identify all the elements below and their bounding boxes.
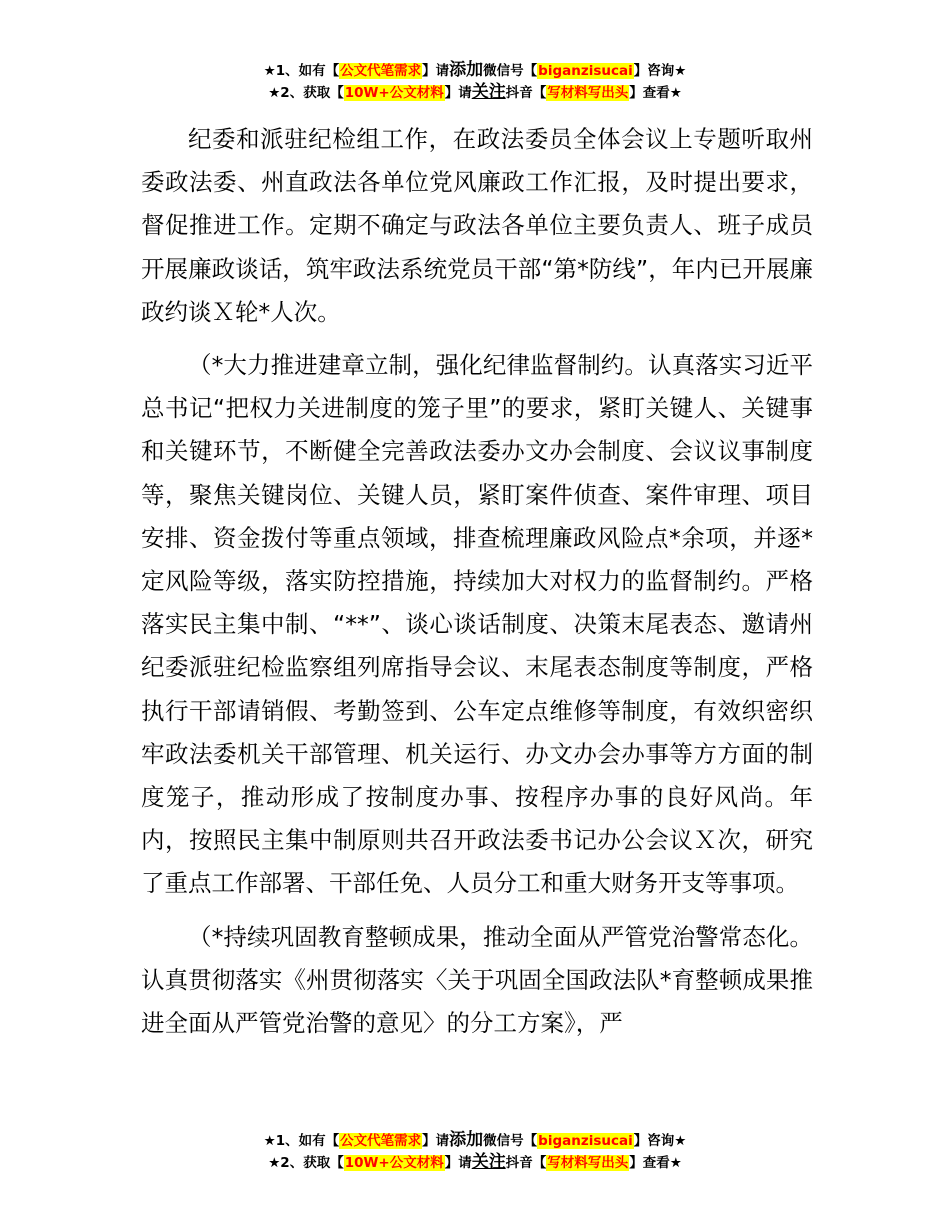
paragraph: （*大力推进建章立制，强化纪律监督制约。认真落实习近平总书记“把权力关进制度的笼子里”的要求，紧盯关键人、关键事和关键环节，不断健全完善政法委办文办会制度、会议议事制度等，聚焦关键岗位、关键人员，紧盯案件侦查、案件审理、项目安排、资金拨付等重点领域，排查梳理廉政风险点*余项，并逐*定风险等级，落实防控措施，持续加大对权力的监督制约。严格落实民主集中制、“**”、谈心谈话制度、决策末尾表态、邀请州纪委派驻纪检监察组列席指导会议、末尾表态制度等制度，严格执行干部请销假、考勤签到、公车定点维修等制度，有效织密织牢政法委机关干部管理、机关运行、办文办会办事等方方面的制度笼子，推动形成了按制度办事、按程序办事的良好风尚。年内，按照民主集中制原则共召开政法委书记办公会议Ｘ次，研究了重点工作部署、干部任免、人员分工和重大财务开支等事项。 [141,351,813,898]
banner-line-1 [0,1130,950,1152]
banner-line-1 [0,60,950,82]
banner-line-2 [0,82,950,104]
banner-text: 2、获取【 [280,85,344,101]
banner-highlight: biganzisucai [538,1133,633,1149]
star-icon: ★ [263,1133,276,1149]
banner-text: 】查看 [629,85,670,101]
banner-highlight: 写材料写出头 [547,85,629,101]
banner-highlight: 10W+公文材料 [344,1155,444,1171]
footer-banner [0,1130,950,1174]
banner-text: 】请 [422,63,450,79]
banner-text: 微信号【 [483,63,538,79]
banner-text: 2、获取【 [280,1155,344,1171]
banner-highlight: 10W+公文材料 [344,85,444,101]
banner-highlight: 公文代笔需求 [340,63,422,79]
banner-text: 】请 [444,1155,472,1171]
banner-emphasis: 关注 [471,1152,506,1172]
banner-line-2 [0,1152,950,1174]
banner-text: 】请 [444,85,472,101]
star-icon: ★ [674,63,687,79]
banner-text: 抖音【 [505,85,547,101]
banner-text: 】咨询 [633,1133,675,1149]
star-icon: ★ [674,1133,687,1149]
banner-text: 抖音【 [505,1155,547,1171]
banner-text: 微信号【 [483,1133,538,1149]
banner-text: 】请 [422,1133,450,1149]
paragraph: 纪委和派驻纪检组工作，在政法委员全体会议上专题听取州委政法委、州直政法各单位党风廉政工作汇报，及时提出要求，督促推进工作。定期不确定与政法各单位主要负责人、班子成员开展廉政谈话，筑牢政法系统党员干部“第*防线”，年内已开展廉政约谈Ｘ轮*人次。 [141,125,813,326]
banner-text: 】咨询 [633,63,675,79]
banner-emphasis: 关注 [471,82,506,102]
banner-text: 1、如有【 [275,1133,340,1149]
banner-emphasis: 添加 [449,60,484,80]
star-icon: ★ [263,63,276,79]
header-banner [0,60,950,104]
banner-text: 1、如有【 [275,63,340,79]
banner-highlight: biganzisucai [538,63,633,79]
star-icon: ★ [268,1155,281,1171]
star-icon: ★ [669,85,682,101]
banner-highlight: 公文代笔需求 [340,1133,422,1149]
banner-highlight: 写材料写出头 [547,1155,629,1171]
paragraph: （*持续巩固教育整顿成果，推动全面从严管党治警常态化。认真贯彻落实《州贯彻落实〈关于巩固全国政法队*育整顿成果推进全面从严管党治警的意见〉的分工方案》，严 [141,922,813,1038]
banner-text: 】查看 [629,1155,670,1171]
star-icon: ★ [669,1155,682,1171]
document-body [141,118,813,1045]
banner-emphasis: 添加 [449,1130,484,1150]
star-icon: ★ [268,85,281,101]
